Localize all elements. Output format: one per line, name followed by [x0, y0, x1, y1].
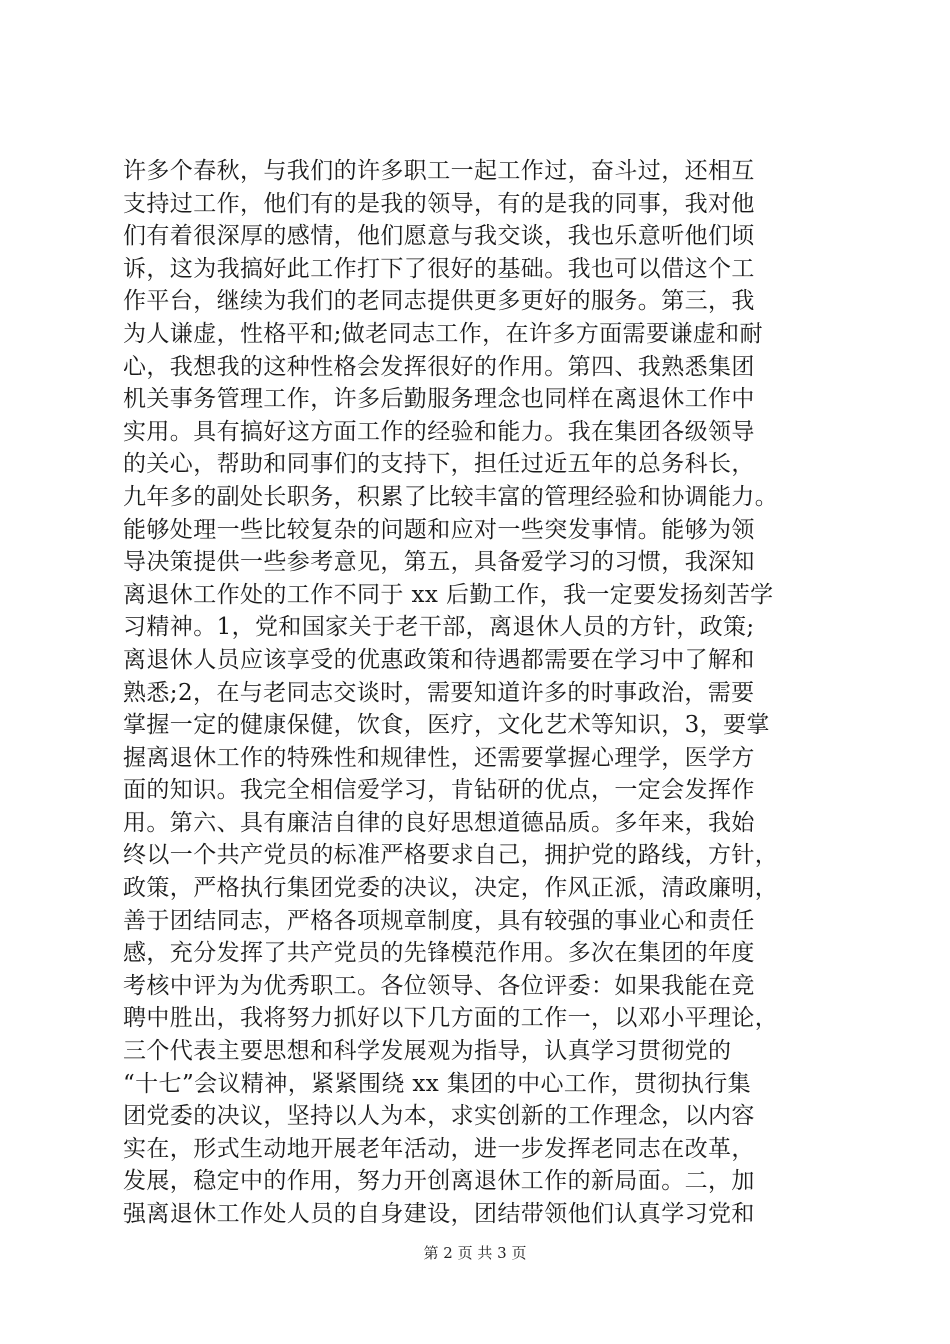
text-line: 离退休工作处的工作不同于 xx 后勤工作，我一定要发扬刻苦学 — [123, 581, 774, 608]
text-line: 作平台，继续为我们的老同志提供更多更好的服务。第三，我 — [123, 288, 755, 315]
text-line: 们有着很深厚的感情，他们愿意与我交谈，我也乐意听他们顷 — [123, 223, 755, 250]
text-line: 用。第六、具有廉洁自律的良好思想道德品质。多年来，我始 — [123, 809, 755, 836]
text-line: 的关心，帮助和同事们的支持下，担任过近五年的总务科长， — [123, 451, 755, 478]
text-line: 三个代表主要思想和科学发展观为指导，认真学习贯彻党的 — [123, 1038, 732, 1065]
text-line: 机关事务管理工作，许多后勤服务理念也同样在离退休工作中 — [123, 386, 755, 413]
text-line: 握离退休工作的特殊性和规律性，还需要掌握心理学，医学方 — [123, 744, 755, 771]
text-line: 诉，这为我搞好此工作打下了很好的基础。我也可以借这个工 — [123, 255, 755, 282]
text-line: 掌握一定的健康保健，饮食，医疗，文化艺术等知识，3，要掌 — [123, 712, 770, 739]
page-footer: 第 2 页 共 3 页 — [423, 1244, 527, 1262]
text-line: 聘中胜出，我将努力抓好以下几方面的工作一，以邓小平理论， — [123, 1005, 779, 1032]
body-text — [123, 155, 843, 1231]
text-line: 面的知识。我完全相信爱学习，肯钻研的优点，一定会发挥作 — [123, 777, 755, 804]
text-line: 离退休人员应该享受的优惠政策和待遇都需要在学习中了解和 — [123, 646, 755, 673]
text-line: 能够处理一些比较复杂的问题和应对一些突发事情。能够为领 — [123, 516, 755, 543]
text-line: 考核中评为为优秀职工。各位领导、各位评委：如果我能在竞 — [123, 972, 755, 999]
text-line: 熟悉;2，在与老同志交谈时，需要知道许多的时事政治，需要 — [123, 679, 755, 706]
text-line: 支持过工作，他们有的是我的领导，有的是我的同事，我对他 — [123, 190, 755, 217]
text-line: 实用。具有搞好这方面工作的经验和能力。我在集团各级领导 — [123, 418, 755, 445]
text-line: 导决策提供一些参考意见，第五，具备爱学习的习惯，我深知 — [123, 549, 755, 576]
text-line: 许多个春秋，与我们的许多职工一起工作过，奋斗过，还相互 — [123, 158, 755, 184]
text-line: 终以一个共产党员的标准严格要求自己，拥护党的路线，方针， — [123, 842, 779, 869]
text-line: 善于团结同志，严格各项规章制度，具有较强的事业心和责任 — [123, 907, 755, 934]
text-line: 实在，形式生动地开展老年活动，进一步发挥老同志在改革， — [123, 1135, 755, 1162]
text-line: 政策，严格执行集团党委的决议，决定，作风正派，清政廉明， — [123, 875, 779, 902]
text-line: 强离退休工作处人员的自身建设，团结带领他们认真学习党和 — [123, 1201, 755, 1227]
text-line: 发展，稳定中的作用，努力开创离退休工作的新局面。二，加 — [123, 1168, 755, 1195]
text-line: 团党委的决议，坚持以人为本，求实创新的工作理念，以内容 — [123, 1103, 755, 1130]
text-line: 习精神。1，党和国家关于老干部，离退休人员的方针，政策; — [123, 614, 755, 641]
text-line: 九年多的副处长职务，积累了比较丰富的管理经验和协调能力。 — [123, 483, 779, 510]
text-line: “十七”会议精神，紧紧围绕 xx 集团的中心工作，贯彻执行集 — [123, 1070, 752, 1097]
text-line: 为人谦虚，性格平和;做老同志工作，在许多方面需要谦虚和耐 — [123, 320, 763, 347]
text-line: 心，我想我的这种性格会发挥很好的作用。第四、我熟悉集团 — [123, 353, 755, 380]
text-line: 感，充分发挥了共产党员的先锋模范作用。多次在集团的年度 — [123, 940, 755, 967]
